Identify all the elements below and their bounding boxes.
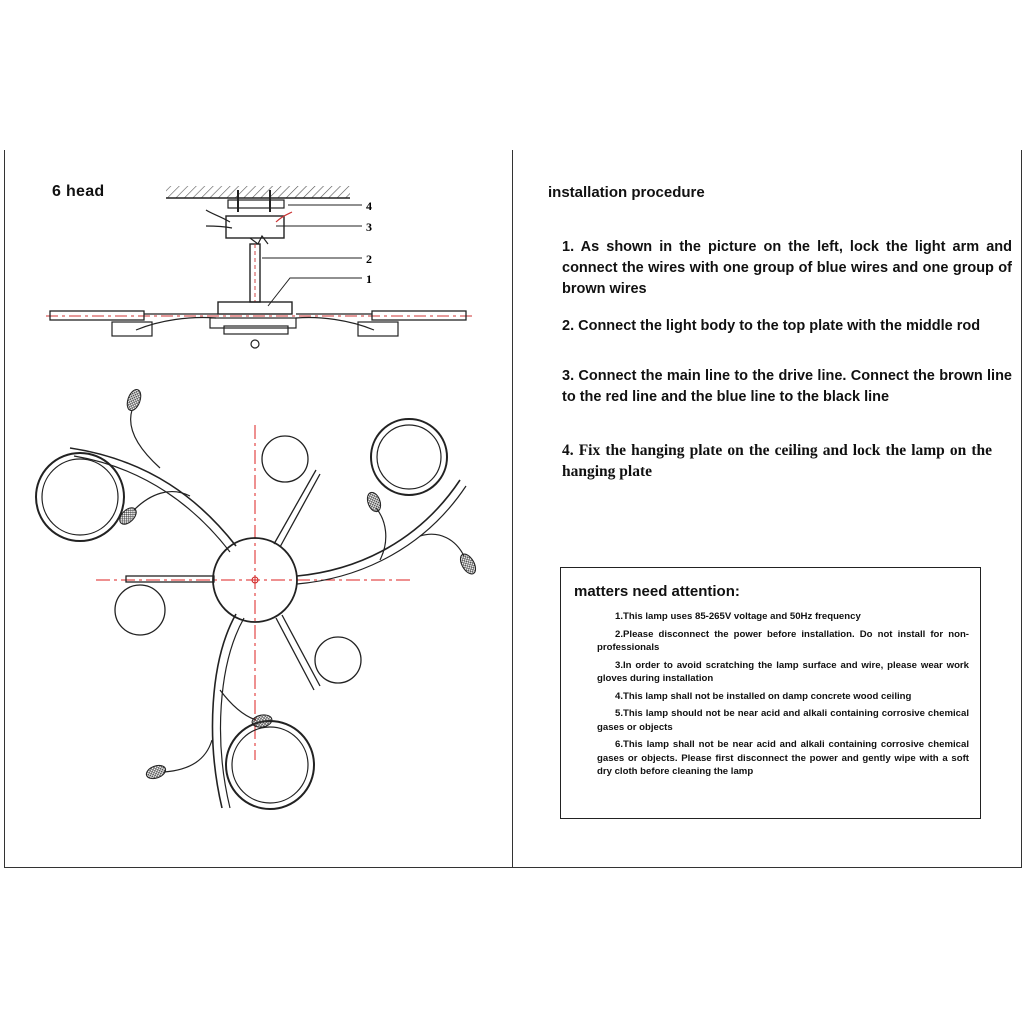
- attention-list: [597, 610, 969, 783]
- top-view: [36, 388, 479, 809]
- ring-upper-right: [371, 419, 447, 495]
- attention-item: 4.This lamp shall not be installed on damp concrete wood ceiling: [615, 690, 912, 702]
- attention-item: 3.In order to avoid scratching the lamp surface and wire, please wear work gloves during installation: [597, 659, 969, 684]
- globe-left: [115, 585, 165, 635]
- ceiling-hatch: [166, 186, 350, 198]
- step-4: 4. Fix the hanging plate on the ceiling and lock the lamp on the hanging plate: [562, 442, 992, 480]
- hanging-plate: [228, 200, 284, 208]
- step-3: 3. Connect the main line to the drive line. Connect the brown line to the red line and the blue line to the black line: [562, 368, 1012, 405]
- callout-1: 1: [366, 272, 372, 286]
- globe-top: [262, 436, 308, 482]
- ring-upper-left: [36, 453, 124, 541]
- step-2: 2. Connect the light body to the top plate with the middle rod: [562, 318, 981, 334]
- junction-box: [226, 216, 284, 238]
- globe-right: [315, 637, 361, 683]
- callout-2: 2: [366, 252, 372, 266]
- callout-3: 3: [366, 220, 372, 234]
- lamp-body-top: [218, 302, 292, 314]
- left-panel-title: 6 head: [52, 183, 105, 200]
- procedure-title: installation procedure: [548, 184, 705, 201]
- ring-bottom: [226, 721, 314, 809]
- callout-4: 4: [366, 199, 372, 213]
- attention-item: 1.This lamp uses 85-265V voltage and 50Hz frequency: [615, 611, 861, 622]
- attention-item: 6.This lamp shall not be near acid and alkali containing corrosive chemical gases or objects. Please first disconnect the power and gently wipe with a soft dry cloth before cleaning the lamp: [597, 739, 969, 777]
- step-1: 1. As shown in the picture on the left, lock the light arm and connect the wires with one group of blue wires and one group of brown wires: [562, 239, 1012, 297]
- attention-item: 2.Please disconnect the power before installation. Do not install for non-professionals: [597, 628, 969, 653]
- attention-box: [560, 567, 981, 819]
- attention-title: matters need attention:: [574, 583, 740, 600]
- side-view: [46, 186, 474, 348]
- attention-item: 5.This lamp should not be near acid and alkali containing corrosive chemical gases or objects: [597, 708, 969, 733]
